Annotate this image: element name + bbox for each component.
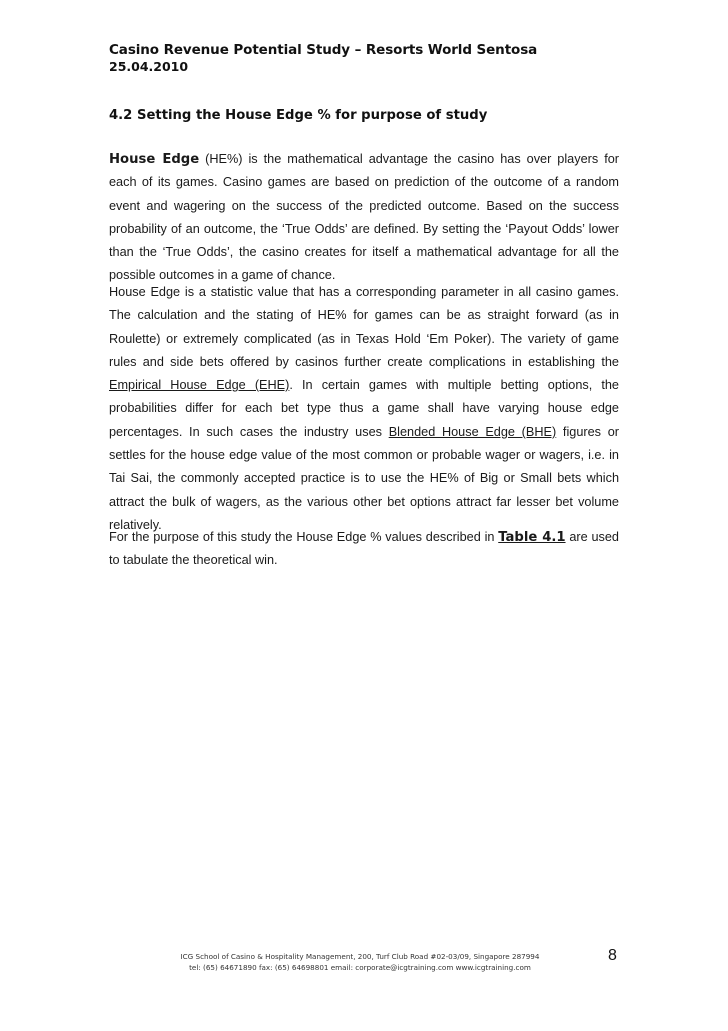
paragraph-text: figures or settles for the house edge value of the most common or probable wager or wagers, i.e. in Tai Sai, the commonly accepted practice is to use the HE% of Big or Small bets which attract the bulk of wagers, as the various other bet options attract far lesser bet volume relatively. <box>109 424 619 532</box>
term-house-edge: House Edge <box>109 152 200 167</box>
paragraph-text: are used to tabulate the theoretical win. <box>109 530 619 568</box>
paragraph-text: For the purpose of this study the House Edge % values described in <box>109 530 499 544</box>
page-number: 8 <box>608 947 617 964</box>
link-empirical-house-edge[interactable]: Empirical House Edge (EHE) <box>109 378 290 393</box>
section-heading: 4.2 Setting the House Edge % for purpose of study <box>109 108 488 123</box>
paragraph-house-edge-definition <box>109 148 619 288</box>
paragraph-house-edge-statistic <box>109 281 619 537</box>
page-footer <box>170 951 550 973</box>
link-blended-house-edge[interactable]: Blended House Edge (BHE) <box>388 424 557 439</box>
paragraph-text: (HE%) is the mathematical advantage the casino has over players for each of its games. Casino games are based on prediction of the outcome of a random event and wagering on the success of the predicted outcome. Based on the success probability of an outcome, the ‘True Odds’ are defined. By setting the ‘Payout Odds’ lower than the ‘True Odds’, the casino creates for itself a mathematical advantage for all the possible outcomes in a game of chance. <box>109 152 619 283</box>
paragraph-text: House Edge is a statistic value that has a corresponding parameter in all casino games. The calculation and the stating of HE% for games can be as straight forward (as in Roulette) or extremely complicated (as in Texas Hold ‘Em Poker). The variety of game rules and side bets offered by casinos further create complications in establishing the <box>109 285 619 369</box>
paragraph-text: . In certain games with multiple betting options, the probabilities differ for each bet type thus a game shall have varying house edge percentages. In such cases the industry uses <box>109 378 619 439</box>
page-header <box>109 42 537 75</box>
paragraph-study-purpose <box>109 526 619 573</box>
link-table-4-1[interactable]: Table 4.1 <box>498 530 566 545</box>
footer-contact: tel: (65) 64671890 fax: (65) 64698801 email: corporate@icgtraining.com www.icgtraining.com <box>189 963 531 972</box>
header-date: 25.04.2010 <box>109 59 189 74</box>
header-title: Casino Revenue Potential Study – Resorts World Sentosa <box>109 42 538 58</box>
footer-address: ICG School of Casino & Hospitality Management, 200, Turf Club Road #02-03/09, Singapore 287994 <box>180 952 540 961</box>
